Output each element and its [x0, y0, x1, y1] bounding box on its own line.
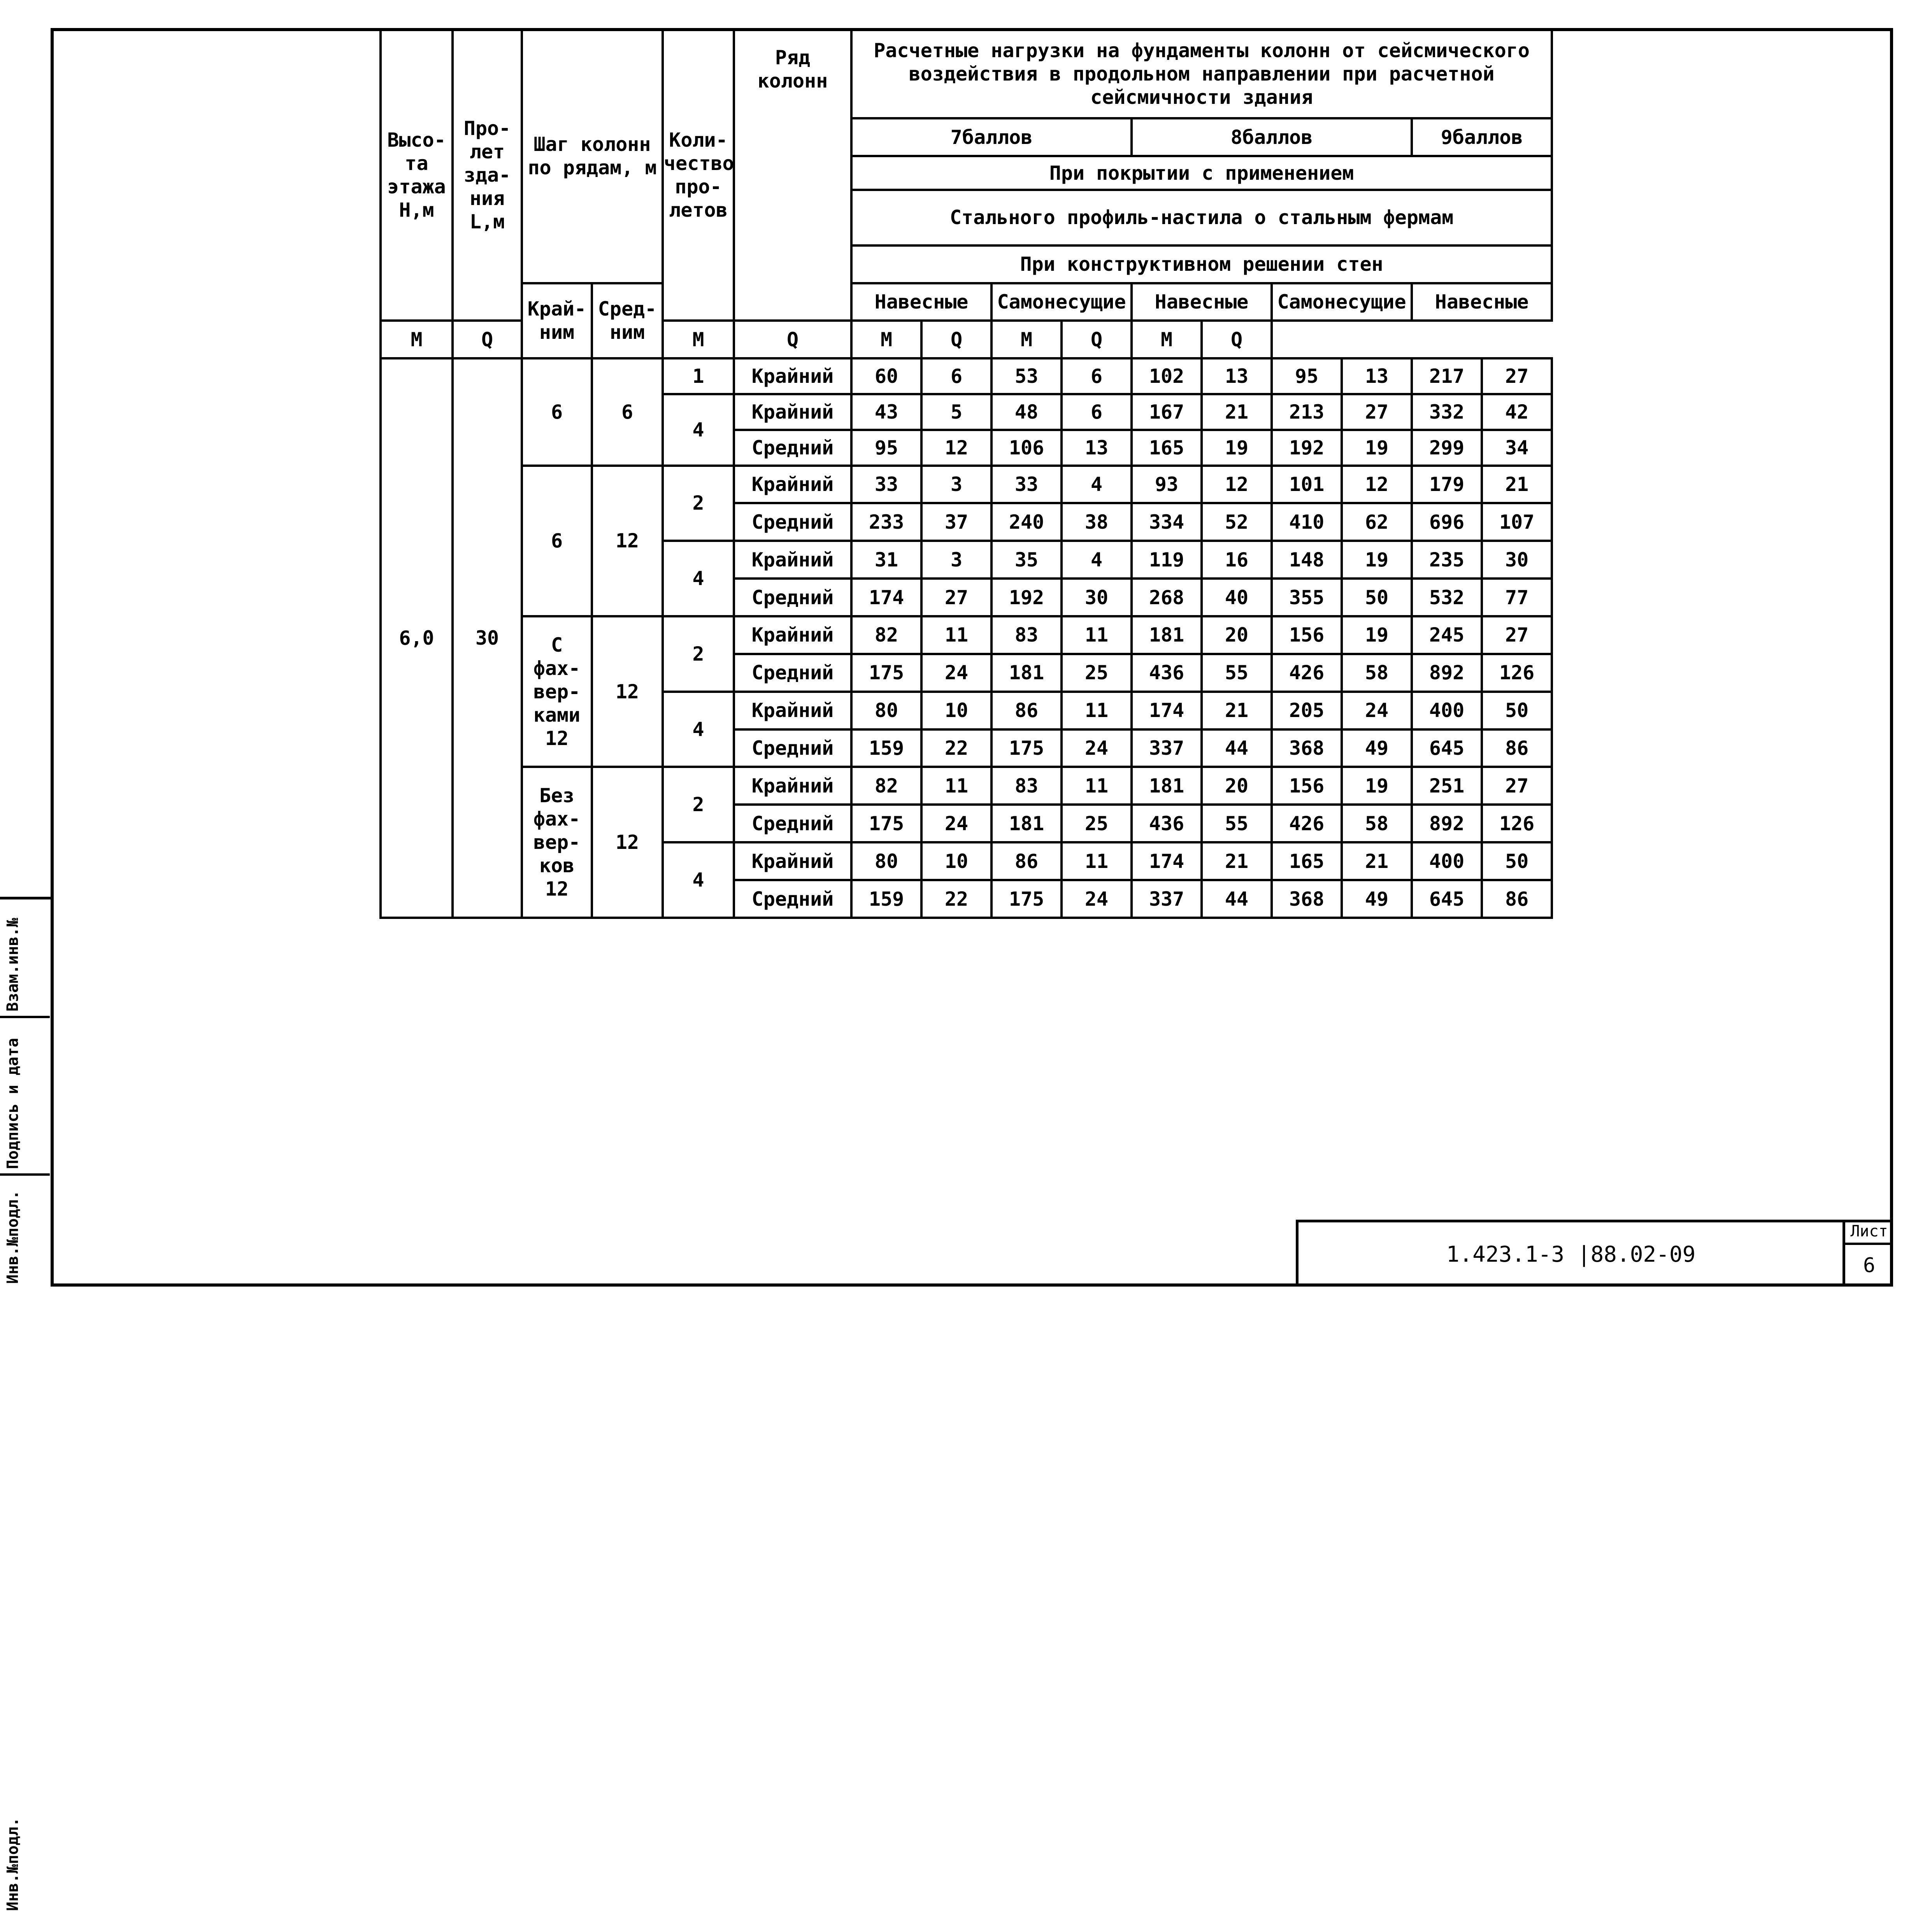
- header-q: Q: [1202, 321, 1272, 358]
- cell-m-value: 159: [851, 880, 921, 918]
- cell-m-value: 175: [991, 729, 1062, 767]
- cell-q-value: 21: [1342, 842, 1412, 880]
- cell-m-value: 368: [1272, 729, 1342, 767]
- cell-m-value: 165: [1132, 430, 1202, 466]
- cell-m-value: 337: [1132, 880, 1202, 918]
- cell-q-value: 11: [921, 767, 991, 805]
- cell-m-value: 410: [1272, 503, 1342, 541]
- side-label-replace: Взам.инв.№: [4, 918, 22, 1012]
- cell-q-value: 42: [1482, 394, 1552, 430]
- cell-q-value: 19: [1342, 430, 1412, 466]
- cell-m-value: 645: [1412, 729, 1482, 767]
- side-label-inventory: Инв.№подл.: [4, 1817, 22, 1911]
- cell-q-value: 44: [1202, 880, 1272, 918]
- cell-m-value: 240: [991, 503, 1062, 541]
- cell-m-value: 436: [1132, 805, 1202, 842]
- cell-q-value: 55: [1202, 654, 1272, 692]
- header-m: М: [1132, 321, 1202, 358]
- cell-m-value: 251: [1412, 767, 1482, 805]
- header-q: Q: [1062, 321, 1132, 358]
- header-wall-hanging: Навесные: [851, 283, 991, 321]
- cell-q-value: 50: [1482, 692, 1552, 729]
- cell-m-value: 436: [1132, 654, 1202, 692]
- document-code: 1.423.1-3 |88.02-09: [1446, 1242, 1696, 1267]
- cell-m-value: 892: [1412, 805, 1482, 842]
- cell-q-value: 50: [1482, 842, 1552, 880]
- cell-spans-count: 2: [663, 616, 734, 692]
- header-spans-count: Коли-чество про-летов: [663, 29, 734, 321]
- cell-q-value: 21: [1202, 842, 1272, 880]
- cell-q-value: 77: [1482, 579, 1552, 616]
- cell-q-value: 5: [921, 394, 991, 430]
- cell-m-value: 156: [1272, 767, 1342, 805]
- cell-q-value: 19: [1342, 541, 1412, 579]
- cell-q-value: 19: [1342, 616, 1412, 654]
- cell-q-value: 13: [1062, 430, 1132, 466]
- cell-m-value: 95: [851, 430, 921, 466]
- cell-m-value: 102: [1132, 358, 1202, 394]
- cell-m-value: 268: [1132, 579, 1202, 616]
- cell-row-type: Средний: [734, 430, 851, 466]
- side-label-inv-number: Инв.№подл.: [4, 1190, 22, 1284]
- cell-m-value: 95: [1272, 358, 1342, 394]
- cell-q-value: 27: [921, 579, 991, 616]
- cell-m-value: 101: [1272, 466, 1342, 503]
- cell-m-value: 645: [1412, 880, 1482, 918]
- cell-q-value: 19: [1202, 430, 1272, 466]
- header-step: Шаг колонн по рядам, м: [522, 29, 663, 283]
- cell-q-value: 24: [1062, 729, 1132, 767]
- cell-spans-count: 4: [663, 692, 734, 767]
- cell-q-value: 44: [1202, 729, 1272, 767]
- cell-m-value: 80: [851, 842, 921, 880]
- header-row: Ряд колонн: [734, 29, 851, 321]
- cell-step-edge: 6: [522, 358, 592, 465]
- cell-q-value: 37: [921, 503, 991, 541]
- cell-q-value: 62: [1342, 503, 1412, 541]
- cell-q-value: 50: [1342, 579, 1412, 616]
- cell-q-value: 20: [1202, 767, 1272, 805]
- cell-q-value: 34: [1482, 430, 1552, 466]
- cell-span: 30: [453, 358, 522, 918]
- cell-m-value: 119: [1132, 541, 1202, 579]
- cell-q-value: 27: [1482, 358, 1552, 394]
- cell-q-value: 11: [1062, 767, 1132, 805]
- cell-m-value: 213: [1272, 394, 1342, 430]
- header-q: Q: [453, 321, 522, 358]
- cell-m-value: 192: [991, 579, 1062, 616]
- cell-m-value: 43: [851, 394, 921, 430]
- cell-m-value: 426: [1272, 654, 1342, 692]
- header-step-edge: Край-ним: [522, 283, 592, 359]
- table-title: Расчетные нагрузки на фундаменты колонн от сейсмического воздействия в продольном направлении при расчетной сейсмичности здания: [851, 29, 1552, 118]
- cell-q-value: 126: [1482, 654, 1552, 692]
- cell-m-value: 205: [1272, 692, 1342, 729]
- sheet-label: Лист: [1845, 1220, 1893, 1245]
- header-cover-caption: При покрытии с применением: [851, 156, 1552, 190]
- cell-q-value: 27: [1482, 616, 1552, 654]
- header-q: Q: [734, 321, 851, 358]
- cell-m-value: 148: [1272, 541, 1342, 579]
- cell-row-type: Крайний: [734, 842, 851, 880]
- header-m: М: [851, 321, 921, 358]
- cell-m-value: 86: [991, 842, 1062, 880]
- cell-q-value: 24: [921, 654, 991, 692]
- cell-spans-count: 2: [663, 767, 734, 842]
- header-m: М: [381, 321, 453, 358]
- header-8-points: 8баллов: [1132, 118, 1412, 156]
- cell-q-value: 11: [921, 616, 991, 654]
- cell-q-value: 6: [1062, 394, 1132, 430]
- cell-step-mid: 12: [592, 767, 663, 918]
- cell-q-value: 86: [1482, 880, 1552, 918]
- cell-q-value: 86: [1482, 729, 1552, 767]
- cell-row-type: Средний: [734, 805, 851, 842]
- cell-m-value: 426: [1272, 805, 1342, 842]
- cell-q-value: 12: [1342, 466, 1412, 503]
- cell-row-type: Средний: [734, 729, 851, 767]
- header-9-points: 9баллов: [1412, 118, 1552, 156]
- cell-m-value: 86: [991, 692, 1062, 729]
- cell-m-value: 174: [1132, 842, 1202, 880]
- cell-spans-count: 4: [663, 541, 734, 616]
- cell-q-value: 40: [1202, 579, 1272, 616]
- cell-q-value: 6: [921, 358, 991, 394]
- cell-q-value: 52: [1202, 503, 1272, 541]
- cell-step-edge: Без фах-вер-ков 12: [522, 767, 592, 918]
- cell-m-value: 82: [851, 616, 921, 654]
- cell-q-value: 10: [921, 842, 991, 880]
- cell-m-value: 217: [1412, 358, 1482, 394]
- cell-q-value: 58: [1342, 654, 1412, 692]
- cell-q-value: 13: [1342, 358, 1412, 394]
- sheet-number: 6: [1863, 1254, 1876, 1277]
- cell-q-value: 25: [1062, 805, 1132, 842]
- header-q: Q: [921, 321, 991, 358]
- cell-row-type: Крайний: [734, 692, 851, 729]
- cell-q-value: 11: [1062, 692, 1132, 729]
- cell-q-value: 55: [1202, 805, 1272, 842]
- cell-m-value: 181: [991, 805, 1062, 842]
- cell-q-value: 107: [1482, 503, 1552, 541]
- cell-m-value: 174: [851, 579, 921, 616]
- cell-q-value: 12: [921, 430, 991, 466]
- header-wall-hanging: Навесные: [1412, 283, 1552, 321]
- cell-q-value: 22: [921, 880, 991, 918]
- cell-q-value: 126: [1482, 805, 1552, 842]
- cell-q-value: 21: [1202, 692, 1272, 729]
- cell-spans-count: 4: [663, 394, 734, 466]
- header-wall-self: Самонесущие: [1272, 283, 1412, 321]
- cell-m-value: 83: [991, 616, 1062, 654]
- cell-q-value: 24: [1062, 880, 1132, 918]
- header-walls-caption: При конструктивном решении стен: [851, 245, 1552, 283]
- cell-q-value: 21: [1482, 466, 1552, 503]
- cell-m-value: 33: [991, 466, 1062, 503]
- cell-row-type: Средний: [734, 503, 851, 541]
- cell-row-type: Крайний: [734, 616, 851, 654]
- cell-m-value: 165: [1272, 842, 1342, 880]
- cell-m-value: 167: [1132, 394, 1202, 430]
- cell-m-value: 106: [991, 430, 1062, 466]
- cell-m-value: 400: [1412, 842, 1482, 880]
- cell-m-value: 179: [1412, 466, 1482, 503]
- cell-q-value: 4: [1062, 541, 1132, 579]
- cell-step-edge: С фах-вер-ками 12: [522, 616, 592, 767]
- cell-m-value: 233: [851, 503, 921, 541]
- cell-q-value: 10: [921, 692, 991, 729]
- cell-q-value: 27: [1342, 394, 1412, 430]
- cell-q-value: 25: [1062, 654, 1132, 692]
- cell-m-value: 175: [851, 654, 921, 692]
- side-label-signature: Подпись и дата: [4, 1038, 22, 1169]
- cell-m-value: 174: [1132, 692, 1202, 729]
- header-wall-hanging: Навесные: [1132, 283, 1272, 321]
- cell-q-value: 30: [1482, 541, 1552, 579]
- header-m: М: [663, 321, 734, 358]
- cell-m-value: 337: [1132, 729, 1202, 767]
- cell-m-value: 181: [1132, 767, 1202, 805]
- cell-m-value: 532: [1412, 579, 1482, 616]
- cell-q-value: 49: [1342, 880, 1412, 918]
- cell-q-value: 24: [921, 805, 991, 842]
- cell-row-type: Крайний: [734, 466, 851, 503]
- cell-m-value: 334: [1132, 503, 1202, 541]
- cell-m-value: 48: [991, 394, 1062, 430]
- cell-spans-count: 1: [663, 358, 734, 394]
- cell-m-value: 235: [1412, 541, 1482, 579]
- cell-step-mid: 6: [592, 358, 663, 465]
- cell-q-value: 27: [1482, 767, 1552, 805]
- header-floor-height: Высо-та этажа Н,м: [381, 29, 453, 321]
- cell-m-value: 181: [991, 654, 1062, 692]
- cell-m-value: 93: [1132, 466, 1202, 503]
- cell-m-value: 33: [851, 466, 921, 503]
- cell-q-value: 12: [1202, 466, 1272, 503]
- cell-m-value: 175: [991, 880, 1062, 918]
- title-block: [1296, 1220, 1893, 1287]
- cell-step-mid: 12: [592, 466, 663, 616]
- loads-table: [379, 28, 1553, 919]
- cell-q-value: 13: [1202, 358, 1272, 394]
- cell-q-value: 3: [921, 541, 991, 579]
- cell-row-type: Крайний: [734, 358, 851, 394]
- cell-q-value: 3: [921, 466, 991, 503]
- cell-row-type: Средний: [734, 880, 851, 918]
- header-m: М: [991, 321, 1062, 358]
- cell-row-type: Средний: [734, 654, 851, 692]
- cell-q-value: 58: [1342, 805, 1412, 842]
- cell-m-value: 892: [1412, 654, 1482, 692]
- cell-floor-height: 6,0: [381, 358, 453, 918]
- sheet-box: [1843, 1220, 1893, 1287]
- cell-q-value: 4: [1062, 466, 1132, 503]
- cell-q-value: 30: [1062, 579, 1132, 616]
- header-wall-self: Самонесущие: [991, 283, 1132, 321]
- cell-m-value: 696: [1412, 503, 1482, 541]
- cell-m-value: 400: [1412, 692, 1482, 729]
- header-7-points: 7баллов: [851, 118, 1132, 156]
- cell-q-value: 49: [1342, 729, 1412, 767]
- header-span: Про-лет зда-ния L,м: [453, 29, 522, 321]
- cell-q-value: 38: [1062, 503, 1132, 541]
- cell-q-value: 20: [1202, 616, 1272, 654]
- cell-q-value: 11: [1062, 842, 1132, 880]
- cell-q-value: 24: [1342, 692, 1412, 729]
- cell-row-type: Средний: [734, 579, 851, 616]
- cell-m-value: 192: [1272, 430, 1342, 466]
- cell-m-value: 175: [851, 805, 921, 842]
- header-cover-type: Стального профиль-настила о стальным фермам: [851, 190, 1552, 245]
- cell-step-edge: 6: [522, 466, 592, 616]
- cell-row-type: Крайний: [734, 767, 851, 805]
- cell-row-type: Крайний: [734, 541, 851, 579]
- cell-row-type: Крайний: [734, 394, 851, 430]
- cell-m-value: 60: [851, 358, 921, 394]
- cell-m-value: 53: [991, 358, 1062, 394]
- cell-q-value: 22: [921, 729, 991, 767]
- cell-m-value: 83: [991, 767, 1062, 805]
- cell-m-value: 35: [991, 541, 1062, 579]
- cell-m-value: 299: [1412, 430, 1482, 466]
- cell-m-value: 80: [851, 692, 921, 729]
- cell-m-value: 368: [1272, 880, 1342, 918]
- cell-q-value: 6: [1062, 358, 1132, 394]
- cell-m-value: 181: [1132, 616, 1202, 654]
- cell-spans-count: 2: [663, 466, 734, 541]
- cell-m-value: 156: [1272, 616, 1342, 654]
- cell-spans-count: 4: [663, 842, 734, 918]
- cell-step-mid: 12: [592, 616, 663, 767]
- cell-m-value: 31: [851, 541, 921, 579]
- cell-q-value: 21: [1202, 394, 1272, 430]
- cell-m-value: 159: [851, 729, 921, 767]
- cell-m-value: 332: [1412, 394, 1482, 430]
- cell-q-value: 19: [1342, 767, 1412, 805]
- cell-m-value: 355: [1272, 579, 1342, 616]
- cell-m-value: 82: [851, 767, 921, 805]
- cell-m-value: 245: [1412, 616, 1482, 654]
- cell-q-value: 16: [1202, 541, 1272, 579]
- header-step-mid: Сред-ним: [592, 283, 663, 359]
- cell-q-value: 11: [1062, 616, 1132, 654]
